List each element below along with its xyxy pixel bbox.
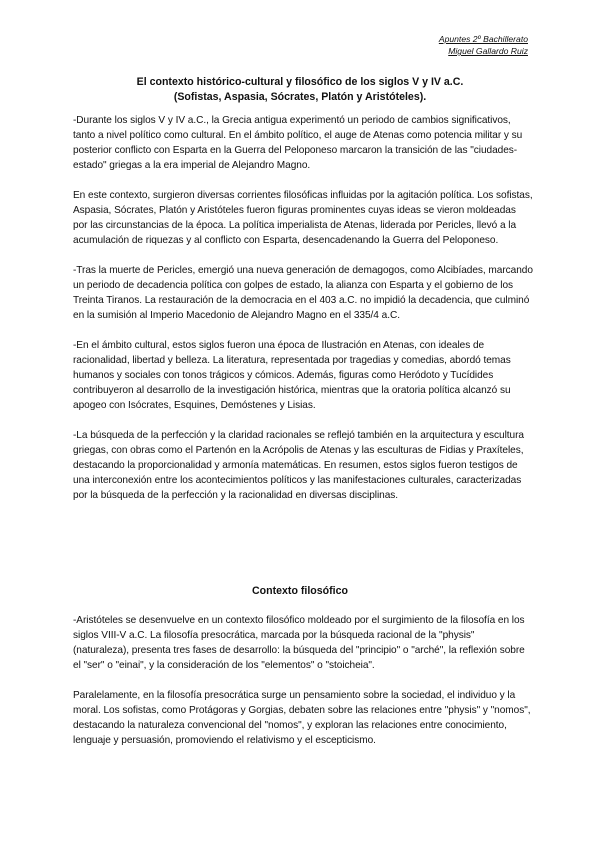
title-line-2: (Sofistas, Aspasia, Sócrates, Platón y Aristóteles).: [173, 91, 427, 103]
paragraph: -Durante los siglos V y IV a.C., la Grecia antigua experimentó un periodo de cambios significativos, tanto a nivel político como cultural. En el ámbito político, el auge de Atenas como potencia militar y su posterior conflicto con Esparta en la Guerra del Peloponeso marcaron la transición de las "ciudades-estado" griegas a la era imperial de Alejandro Magno.: [73, 115, 523, 171]
paragraph: -Aristóteles se desenvuelve en un contexto filosófico moldeado por el surgimiento de la filosofía en los siglos VIII-V a.C. La filosofía presocrática, marcada por la búsqueda racional de la "physis" (naturaleza), presenta tres fases de desarrollo: la búsqueda del "principio" o "arché", la reflexión sobre el "ser" o "einai", y la consideración de los "elementos" o "stoicheia".: [73, 615, 525, 671]
paragraph: -Tras la muerte de Pericles, emergió una nueva generación de demagogos, como Alcibíades, marcando un periodo de decadencia política con golpes de estado, la alianza con Esparta y el gobierno de los Treinta Tiranos. La restauración de la democracia en el 403 a.C. no impidió la decadencia, que culminó en la sumisión al Imperio Macedonio de Alejandro Magno en el 335/4 a.C.: [73, 265, 533, 321]
paragraph: En este contexto, surgieron diversas corrientes filosóficas influidas por la agitación política. Los sofistas, Aspasia, Sócrates, Platón y Aristóteles fueron figuras prominentes cuyas ideas se vieron moldeadas por las circunstancias de la época. La política imperialista de Atenas, liderada por Pericles, llevó a la acumulación de riquezas y al conflicto con Esparta, desencadenando la Guerra del Peloponeso.: [73, 190, 533, 246]
header-course: Apuntes 2º Bachillerato: [438, 34, 528, 44]
document-header: [439, 33, 528, 57]
document-title: [70, 75, 530, 105]
title-line-1: El contexto histórico-cultural y filosófico de los siglos V y IV a.C.: [136, 76, 464, 88]
paragraph: Paralelamente, en la filosofía presocrática surge un pensamiento sobre la sociedad, el individuo y la moral. Los sofistas, como Protágoras y Gorgias, debaten sobre las relaciones entre "physis" y "nomos", destacando la naturaleza convencional del "nomos", y exploran las relaciones entre conocimiento, lenguaje y persuasión, promoviendo el relativismo y el escepticismo.: [73, 690, 531, 746]
paragraph: -En el ámbito cultural, estos siglos fueron una época de Ilustración en Atenas, con ideales de racionalidad, libertad y belleza. La literatura, representada por tragedias y comedias, abordó temas humanos y sociales con tonos trágicos y cómicos. Además, figuras como Heródoto y Tucídides contribuyeron al desarrollo de la investigación histórica, mientras que la oratoria política alcanzó su apogeo con Isócrates, Esquines, Demóstenes y Lisias.: [73, 340, 511, 411]
philosophical-context-section: [73, 613, 533, 763]
header-author: Miguel Gallardo Ruiz: [448, 46, 528, 56]
paragraph: -La búsqueda de la perfección y la claridad racionales se reflejó también en la arquitectura y escultura griegas, con obras como el Partenón en la Acrópolis de Atenas y las esculturas de Fidias y Praxíteles, destacando la proporcionalidad y armonía matemáticas. En resumen, estos siglos fueron testigos de una interconexión entre los acontecimientos políticos y las manifestaciones culturales, caracterizadas por la búsqueda de la perfección y la racionalidad en diversas disciplinas.: [73, 430, 524, 501]
section-title: Contexto filosófico: [252, 585, 348, 597]
historical-context-section: [73, 113, 533, 518]
